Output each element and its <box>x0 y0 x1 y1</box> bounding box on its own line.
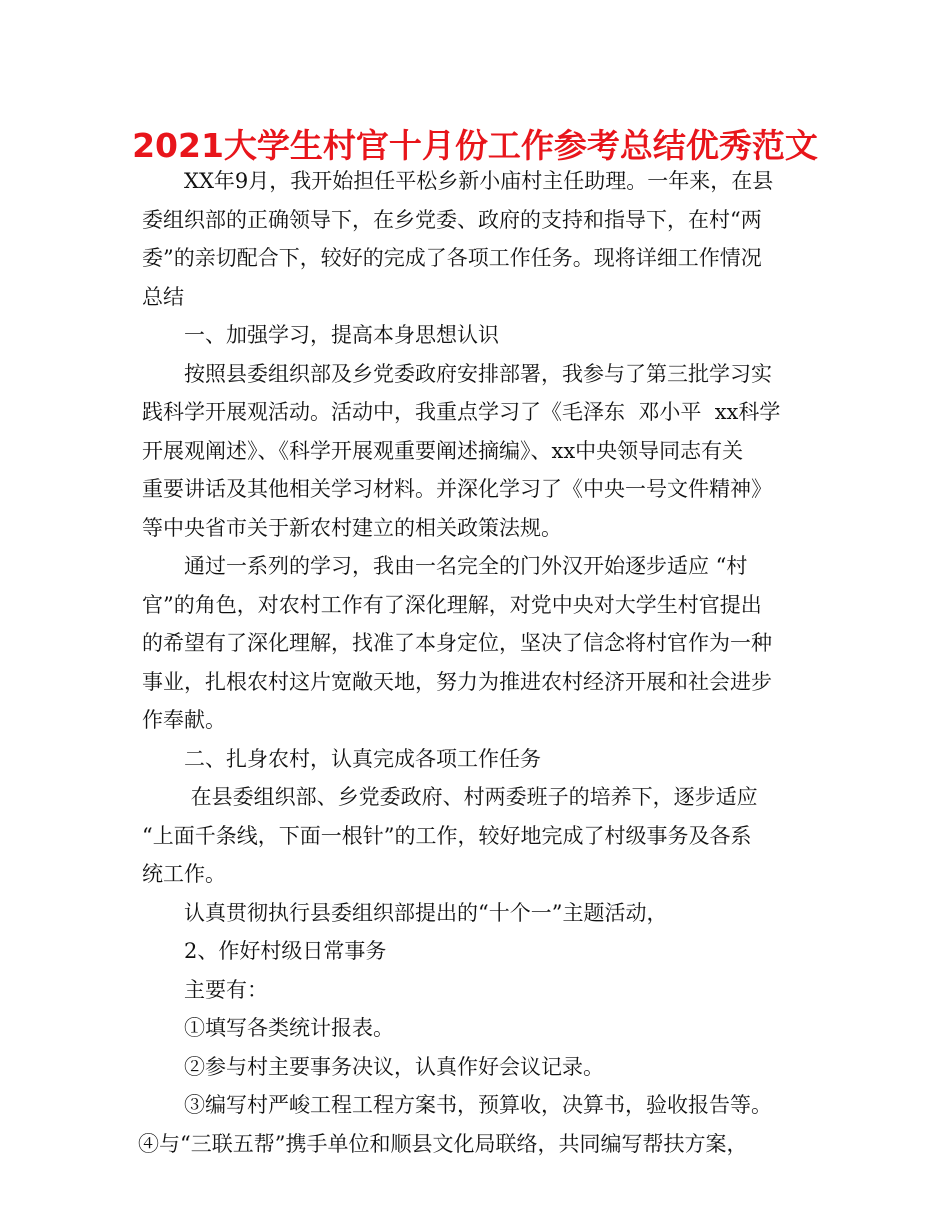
paragraph-study <box>142 355 812 548</box>
text-line: 的希望有了深化理解，找准了本身定位，坚决了信念将村官作为一种 <box>142 631 772 655</box>
text-line: 官”的角色，对农村工作有了深化理解，对党中央对大学生村官提出 <box>142 592 762 617</box>
document-title: 2021大学生村官十月份工作参考总结优秀范文 <box>132 126 818 165</box>
text-line: ③编写村严峻工程工程方案书，预算收，决算书，验收报告等。 <box>184 1093 772 1117</box>
list-item-2 <box>142 1048 812 1087</box>
text-line: 在县委组织部、乡党委政府、村两委班子的培养下，逐步适应 <box>184 785 758 809</box>
text-line: 认真贯彻执行县委组织部提出的“十个一”主题活动， <box>184 900 668 925</box>
heading-text: 一、加强学习，提高本身思想认识 <box>184 323 499 347</box>
document-body <box>138 162 812 1163</box>
text-line: 重要讲话及其他相关学习材料。并深化学习了《中央一号文件精神》 <box>142 477 772 501</box>
text-line: 按照县委组织部及乡党委政府安排部署，我参与了第三批学习实 <box>184 361 772 386</box>
paragraph-theme-activity <box>142 894 812 933</box>
text-line: 等中央省市关于新农村建立的相关政策法规。 <box>142 515 562 540</box>
section-heading-1 <box>142 316 812 355</box>
text-line: XX年9月，我开始担任平松乡新小庙村主任助理。一年来，在县 <box>184 169 774 193</box>
text-line: “上面千条线，下面一根针”的工作，较好地完成了村级事务及各系 <box>142 823 752 848</box>
paragraph-village-work <box>142 778 812 894</box>
text-line: 总结 <box>142 284 184 309</box>
text-line: 主要有： <box>184 977 268 1002</box>
section-heading-2 <box>142 740 812 779</box>
list-heading-daily-affairs <box>142 932 812 971</box>
text-line: ④与“三联五帮”携手单位和顺县文化局联络，共同编写帮扶方案， <box>138 1131 748 1156</box>
list-item-3 <box>142 1086 812 1125</box>
list-intro <box>142 971 812 1010</box>
text-line: 事业，扎根农村这片宽敞天地，努力为推进农村经济开展和社会进步 <box>142 669 772 694</box>
text-line: ②参与村主要事务决议，认真作好会议记录。 <box>184 1054 604 1079</box>
text-line: 委组织部的正确领导下，在乡党委、政府的支持和指导下，在村“两 <box>142 207 762 232</box>
text-line: 践科学开展观活动。活动中，我重点学习了《毛泽东 邓小平 xx科学 <box>142 400 781 424</box>
text-line: 统工作。 <box>142 862 226 886</box>
text-line: 委”的亲切配合下，较好的完成了各项工作任务。现将详细工作情况 <box>142 246 762 270</box>
text-line: 2、作好村级日常事务 <box>184 939 387 963</box>
text-line: 通过一系列的学习，我由一名完全的门外汉开始逐步适应 “村 <box>184 554 748 578</box>
paragraph-learning-result <box>142 547 812 740</box>
list-item-4 <box>138 1125 812 1164</box>
text-line: 开展观阐述》、《科学开展观重要阐述摘编》、xx中央领导同志有关 <box>142 438 744 463</box>
text-line: 作奉献。 <box>142 708 226 732</box>
paragraph-intro <box>142 162 812 316</box>
list-item-1 <box>142 1009 812 1048</box>
heading-text: 二、扎身农村，认真完成各项工作任务 <box>184 746 541 771</box>
text-line: ①填写各类统计报表。 <box>184 1016 394 1040</box>
